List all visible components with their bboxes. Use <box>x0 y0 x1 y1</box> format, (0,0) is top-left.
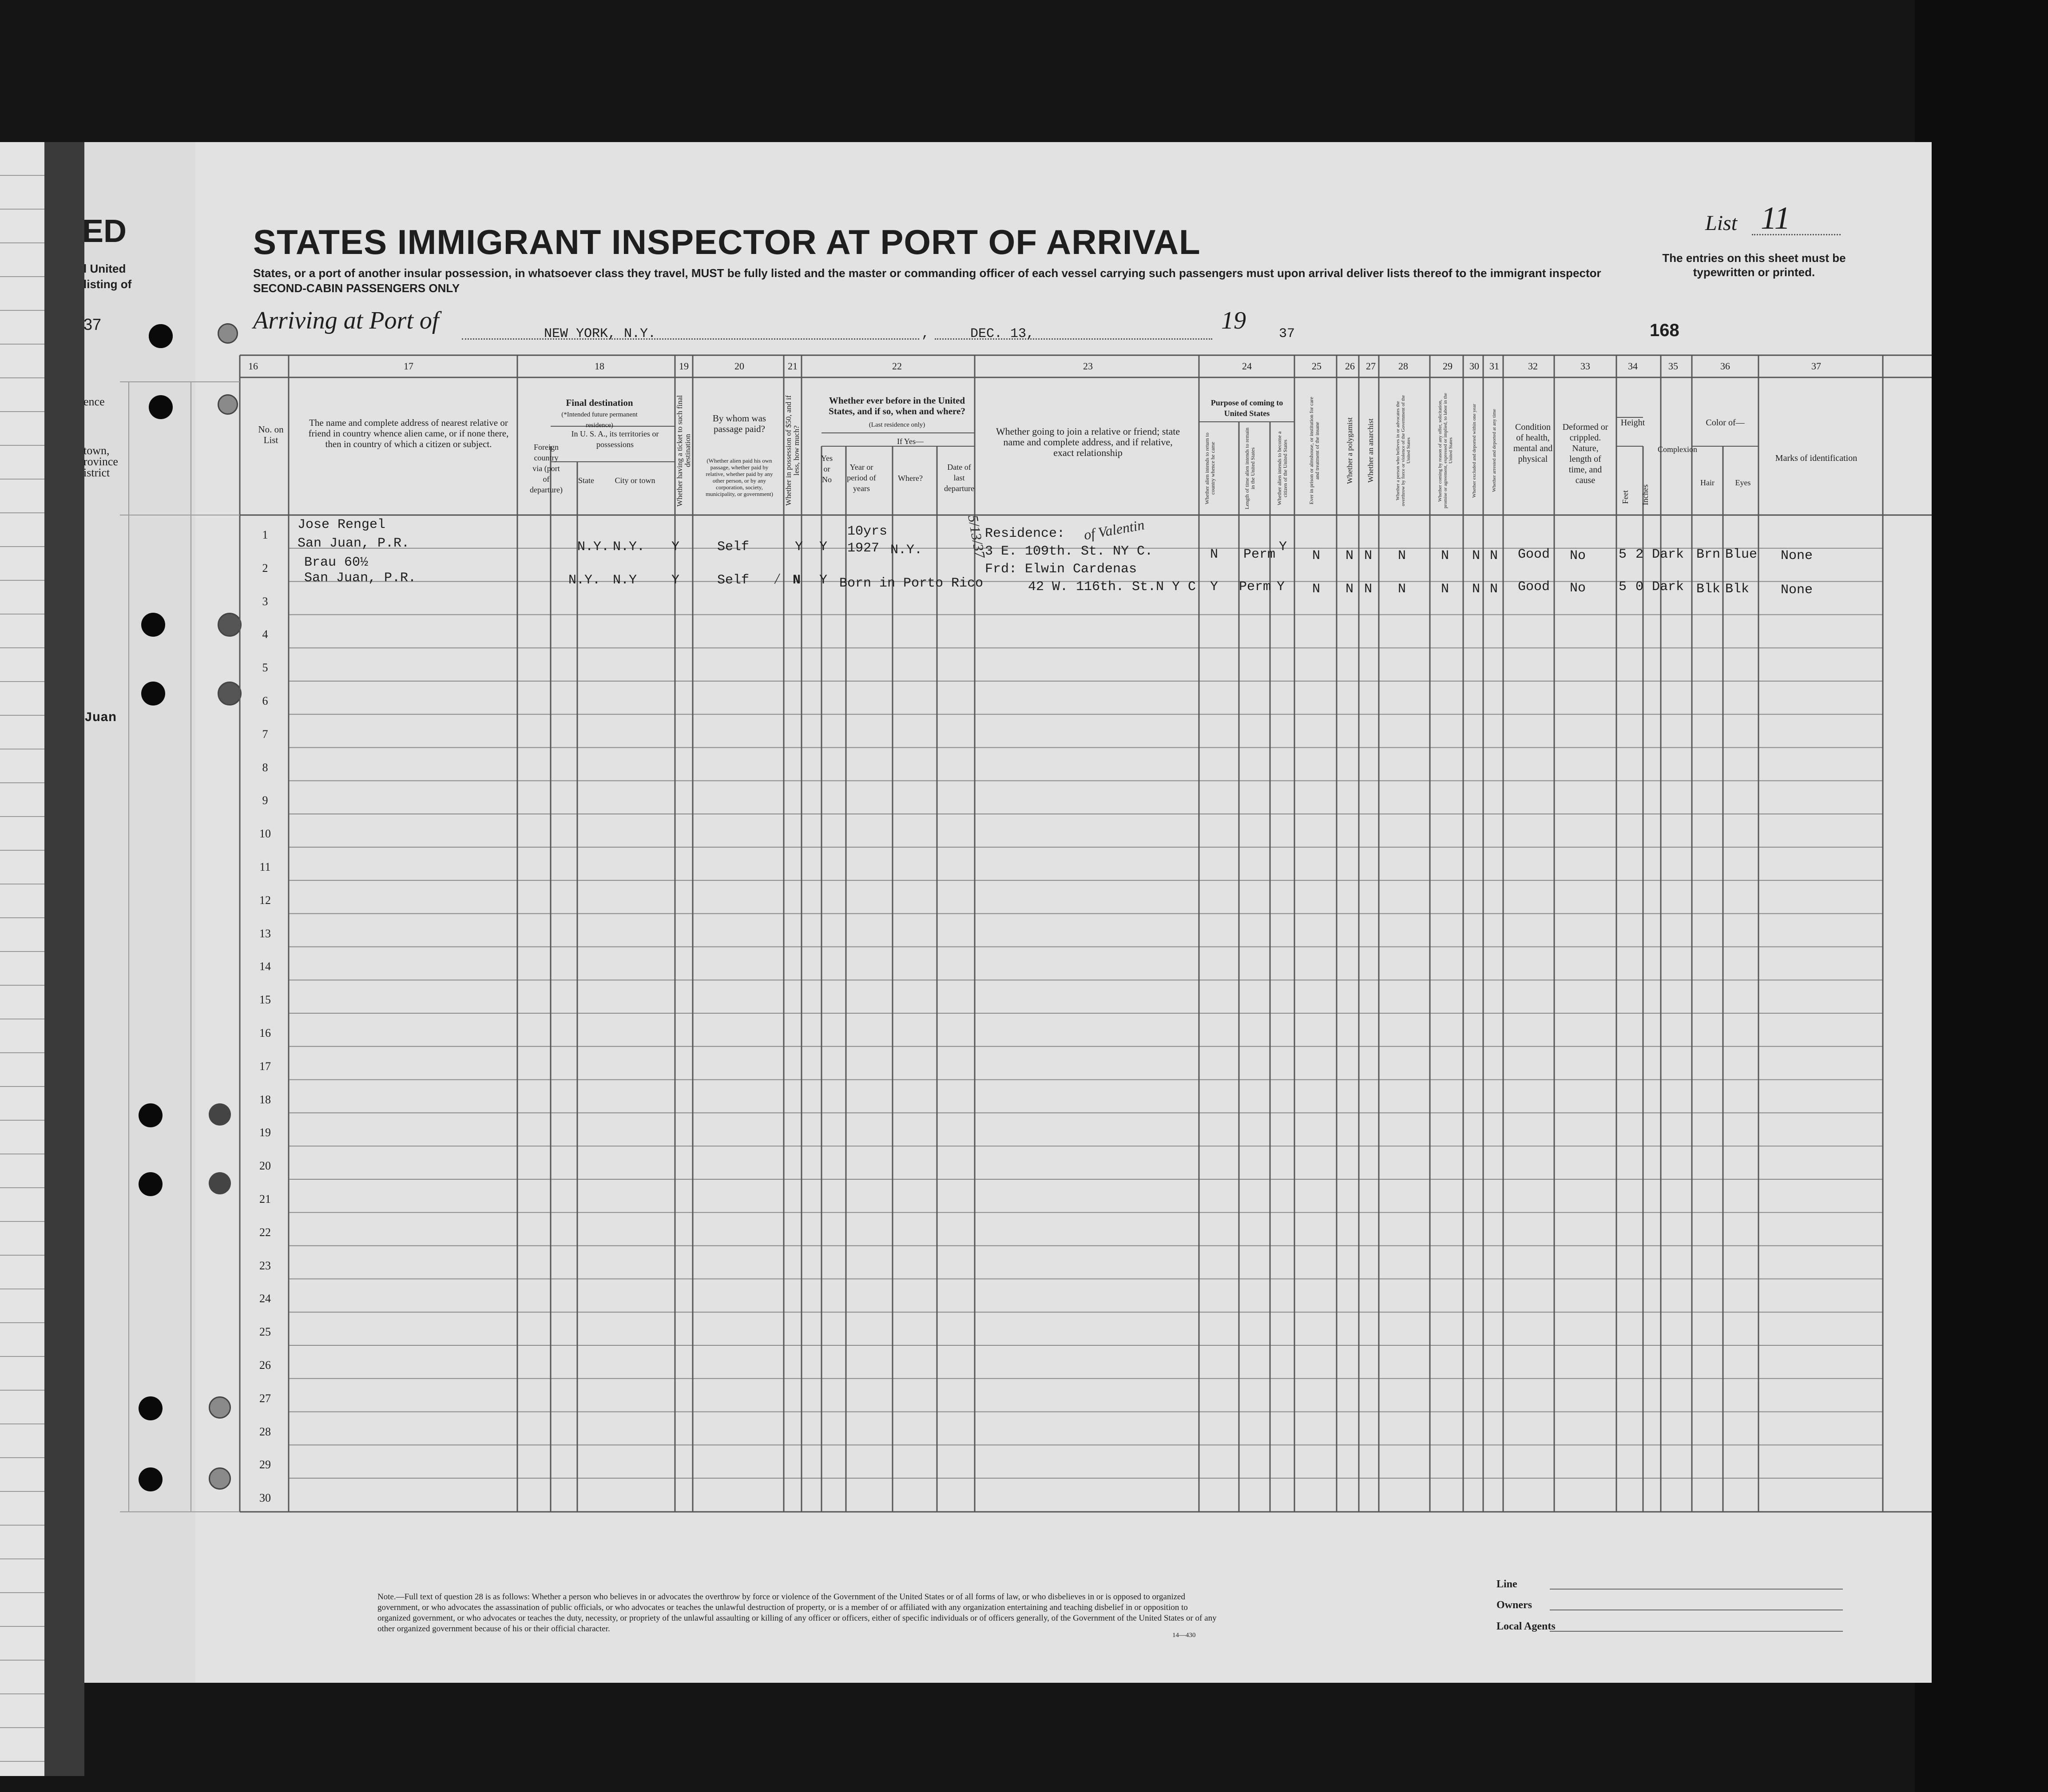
column-number: 24 <box>1242 361 1252 372</box>
entry1-c31: N <box>1490 548 1498 563</box>
entry2-city: N.Y <box>613 573 637 588</box>
footer-note: Note.—Full text of question 28 is as follows: Whether a person who believes in or advocates the overthrow by force or violence of the Government of the United States or of all forms of law, or who disbelieves in or is opposed to organized government, or who advocates the assassination of public officials, or who advocates or teaches the unlawful destruction of property, or is a member of or affiliated with any organization entertaining and teaching disbelief in or opposition to organized government, or who advocates or teaches the duty, necessity, or propriety of the unlawful assaulting or killing of any officer or officers, either of specific individuals or of officers generally, of the Government of the United States or of any other organized government because of his or their official character. <box>377 1592 1217 1633</box>
header-c18-title: Final destination <box>566 397 633 408</box>
header-c26: Whether a polygamist <box>1345 417 1354 484</box>
year-prefix: 19 <box>1221 307 1246 334</box>
header-c22-ifyes: If Yes— <box>897 437 924 446</box>
list-dotted-line <box>1752 234 1841 235</box>
header-c18-sub: (*Intended future permanent residence) <box>561 411 638 429</box>
entry1-eyes: Blue <box>1725 547 1758 562</box>
header-c37: Marks of identification <box>1775 453 1857 463</box>
header-c22-yesno: Yes or No <box>821 454 833 484</box>
row-number: 1 <box>262 528 268 541</box>
binding-hole-dark <box>139 1467 163 1491</box>
left-stub <box>84 142 195 1683</box>
binding-hole-faint <box>218 394 238 415</box>
header-c22-where: Where? <box>898 474 923 483</box>
entry1-c25: N <box>1312 548 1321 563</box>
entry2-relative-name: Brau 60½ <box>304 555 369 570</box>
entry1-relative-name: Jose Rengel <box>298 517 386 532</box>
row-number: 25 <box>259 1325 271 1339</box>
binding-hole-dark <box>139 1172 163 1196</box>
column-number: 21 <box>788 361 798 372</box>
entry2-deformed: No <box>1570 581 1586 596</box>
header-c22-year: Year or period of years <box>847 463 876 493</box>
header-c18-state: State <box>578 476 594 485</box>
list-label: List <box>1705 211 1738 235</box>
column-number: 16 <box>248 361 258 372</box>
row-number: 8 <box>262 761 268 774</box>
subtitle-line2: SECOND-CABIN PASSENGERS ONLY <box>253 281 460 295</box>
entry2-inches: 0 <box>1635 579 1644 595</box>
column-number: 34 <box>1628 361 1638 372</box>
row-number: 10 <box>259 827 271 840</box>
header-c34-feet: Feet <box>1621 490 1630 504</box>
entry1-c26: N <box>1345 548 1354 563</box>
binding-hole-faint <box>209 1467 231 1490</box>
row-number: 3 <box>262 595 268 608</box>
row-number: 29 <box>259 1458 271 1471</box>
column-number: 33 <box>1580 361 1590 372</box>
stub-juan: Juan <box>84 710 117 726</box>
row-number: 15 <box>259 993 271 1007</box>
row-number: 4 <box>262 628 268 641</box>
entry1-marks: None <box>1781 548 1813 563</box>
column-number: 36 <box>1720 361 1730 372</box>
entry1-c30: N <box>1472 548 1480 563</box>
column-number: 26 <box>1345 361 1355 372</box>
header-c24-c: Whether alien intends to become a citizen of the United States <box>1276 431 1288 506</box>
header-c19: Whether having a ticket to such final destination <box>675 395 692 507</box>
binding-hole-faint <box>218 613 242 637</box>
entry1-purpose-return: N <box>1210 547 1218 562</box>
book-gutter <box>44 142 84 1776</box>
header-c34-title: Height <box>1620 418 1645 428</box>
binding-hole-dark <box>141 682 165 706</box>
left-page-fragment <box>0 142 44 1776</box>
entry2-c29: N <box>1441 582 1449 597</box>
entry1-relative-address: San Juan, P.R. <box>298 536 410 551</box>
entry2-relative-address: San Juan, P.R. <box>304 571 417 586</box>
footer-line-rule <box>1550 1589 1843 1590</box>
row-number: 28 <box>259 1425 271 1438</box>
column-number: 32 <box>1528 361 1538 372</box>
column-number: 17 <box>404 361 413 372</box>
entry2-c25: N <box>1312 582 1321 597</box>
page-subtitle <box>253 266 1630 296</box>
entry1-feet: 5 <box>1619 547 1627 562</box>
column-number: 18 <box>595 361 604 372</box>
row-number: 16 <box>259 1027 271 1039</box>
binding-hole-dark <box>149 324 173 348</box>
stub-fragment-year: 37 <box>83 315 102 333</box>
entry1-c28: N <box>1398 548 1406 563</box>
header-c20-note: (Whether alien paid his own passage, whether paid by relative, whether paid by any other person, or by any corporation, society, municipality, or government) <box>706 457 773 497</box>
column-number: 28 <box>1398 361 1408 372</box>
entry2-eyes: Blk <box>1725 582 1750 597</box>
header-c36-eyes: Eyes <box>1735 478 1751 487</box>
stub-col-fragment1: ence <box>83 395 105 408</box>
year-suffix: 37 <box>1279 326 1295 341</box>
row-number: 26 <box>259 1359 271 1372</box>
stamp-number: 168 <box>1650 321 1679 340</box>
entry2-join-line1: Frd: Elwin Cardenas <box>985 562 1137 577</box>
header-c24-b: Length of time alien intends to remain in the United States <box>1244 428 1256 509</box>
entry2-marks: None <box>1781 583 1813 598</box>
entry2-purpose-return: Y <box>1210 579 1218 595</box>
entry2-hair: Blk <box>1696 582 1721 597</box>
row-number: 11 <box>259 860 271 873</box>
column-number: 20 <box>734 361 744 372</box>
header-c18-usa: In U. S. A., its territories or possessions <box>571 429 659 449</box>
stub-fragment-line1: l United <box>83 262 126 275</box>
header-c31: Whether arrested and deported at any time <box>1492 409 1497 492</box>
header-c36-title: Color of— <box>1706 418 1745 428</box>
header-c24-title: Purpose of coming to United States <box>1211 398 1283 418</box>
entry2-c31: N <box>1490 582 1498 597</box>
header-c36-hair: Hair <box>1700 478 1715 487</box>
arrival-port: NEW YORK, N.Y. <box>544 326 656 341</box>
entry2-purpose-length: Perm <box>1239 579 1271 595</box>
entry1-join-line2: 3 E. 109th. St. NY C. <box>985 544 1153 559</box>
column-number: 35 <box>1668 361 1678 372</box>
port-dotted-line <box>462 338 919 340</box>
entry1-money: Y <box>795 539 803 555</box>
page-title: STATES IMMIGRANT INSPECTOR AT PORT OF ARRIVAL <box>253 222 1201 262</box>
column-number: 27 <box>1366 361 1376 372</box>
entry2-c26: N <box>1345 582 1354 597</box>
header-c24-a: Whether alien intends to return to country whence he came <box>1204 432 1216 504</box>
arriving-label: Arriving at Port of <box>253 307 439 334</box>
header-c34-inches: Inches <box>1641 484 1650 506</box>
binding-hole-dark <box>141 613 165 637</box>
entry1-city: N.Y. <box>613 539 645 555</box>
stub-col-fragment4: istrict <box>83 466 110 479</box>
row-number: 30 <box>259 1491 271 1505</box>
entry2-complexion: Dark <box>1652 579 1684 595</box>
header-c16: No. on List <box>258 424 284 445</box>
row-number: 13 <box>259 927 271 940</box>
sheet-note: The entries on this sheet must be typewritten or printed. <box>1662 251 1846 279</box>
form-number: 14—430 <box>1172 1632 1196 1639</box>
entry1-before-year: 1927 <box>847 541 880 556</box>
entry2-money: / <box>775 571 779 587</box>
header-c22-date: Date of last departure <box>944 463 974 493</box>
entry1-deformed: No <box>1570 548 1586 563</box>
footer-agents-rule <box>1550 1631 1843 1632</box>
entry1-before-where: N.Y. <box>890 543 923 558</box>
column-number: 23 <box>1083 361 1093 372</box>
entry2-money-mark: N <box>793 573 801 588</box>
row-number: 6 <box>262 694 268 707</box>
entry1-c29: N <box>1441 548 1449 563</box>
binding-hole-faint <box>209 1396 231 1419</box>
header-c27: Whether an anarchist <box>1366 418 1375 483</box>
header-c21: Whether in possession of $50, and if less, how much? <box>784 395 801 506</box>
header-c20-title: By whom was passage paid? <box>712 413 766 434</box>
binding-hole-faint <box>218 323 238 344</box>
entry1-before-yes: Y <box>819 539 828 555</box>
row-number: 14 <box>259 960 271 973</box>
binding-hole-dark <box>209 1172 231 1194</box>
column-number: 29 <box>1443 361 1453 372</box>
row-number: 22 <box>259 1225 271 1239</box>
row-number: 17 <box>259 1059 271 1073</box>
entry2-before-born: Born in Porto Rico <box>839 576 984 591</box>
entry1-date-last: 5/13/37 <box>965 514 988 559</box>
subtitle-line1: States, or a port of another insular possession, in whatsoever class they travel, MUST be fully listed and the master or commanding officer of each vessel carrying such passengers must upon arrival deliver lists thereof to the immigrant inspector <box>253 266 1601 280</box>
entry1-purpose-citizen: Y <box>1279 539 1287 555</box>
entry2-purpose-citizen: Y <box>1277 579 1285 595</box>
column-number: 19 <box>679 361 689 372</box>
footer-line-label: Line <box>1496 1578 1517 1590</box>
entry1-purpose-length: Perm <box>1243 547 1276 562</box>
entry1-hair: Brn <box>1696 547 1721 562</box>
header-c25: Ever in prison or almshouse, or institution for care and treatment of the insane <box>1308 396 1320 505</box>
entry2-feet: 5 <box>1619 579 1627 595</box>
row-number: 21 <box>259 1193 271 1205</box>
entry2-join-line2: 42 W. 116th. St.N Y C <box>1028 579 1196 595</box>
right-background <box>1915 0 2048 1792</box>
entry1-health: Good <box>1518 547 1550 562</box>
manifest-page <box>84 142 1932 1683</box>
entry2-paid-by: Self <box>717 573 750 588</box>
comma: , <box>921 326 930 341</box>
stub-col-fragment3: rovince <box>83 455 118 468</box>
entry1-inches: 2 <box>1635 547 1644 562</box>
footer-agents-label: Local Agents <box>1496 1621 1556 1632</box>
header-c18-foreign: Foreign country via (port of departure) <box>530 443 563 494</box>
header-c23: Whether going to join a relative or friend; state name and complete address, and if relative, exact relationship <box>996 426 1180 458</box>
footer-owners-label: Owners <box>1496 1599 1532 1611</box>
entry2-health: Good <box>1518 579 1550 595</box>
arrival-date: DEC. 13, <box>970 326 1035 341</box>
column-number: 22 <box>892 361 902 372</box>
column-number: 25 <box>1312 361 1322 372</box>
list-number: 11 <box>1761 200 1790 236</box>
header-c33: Deformed or crippled. Nature, length of time, and cause <box>1562 422 1608 485</box>
row-number: 23 <box>259 1259 271 1272</box>
row-number: 7 <box>262 727 268 741</box>
header-c35: Complexion <box>1658 445 1697 454</box>
header-c28: Whether a person who believes in or advocates the overthrow by force or violence of the Government of the United States <box>1395 395 1411 507</box>
entry1-paid-by: Self <box>717 539 750 555</box>
column-number: 37 <box>1811 361 1821 372</box>
header-c29: Whether coming by reason of any offer, solicitation, promise or agreement, expressed or implied, to labor in the United States <box>1437 393 1453 508</box>
stub-title-fragment: ED <box>82 214 127 249</box>
entry1-c27: N <box>1364 548 1373 563</box>
entry1-join-hand: of Valentin <box>1082 516 1146 543</box>
entry2-c27: N <box>1364 582 1373 597</box>
entry1-join-line1: Residence: <box>985 526 1065 541</box>
row-number: 18 <box>259 1093 271 1106</box>
header-c22-title: Whether ever before in the United States, and if so, when and where? <box>829 395 965 416</box>
entry2-state: N.Y. <box>568 573 601 588</box>
column-number: 31 <box>1489 361 1499 372</box>
entry1-before-years: 10yrs <box>847 524 888 539</box>
row-number: 19 <box>259 1126 271 1139</box>
entry1-state: N.Y. <box>577 539 610 555</box>
header-c32: Condition of health, mental and physical <box>1513 422 1553 464</box>
row-number: 12 <box>259 893 271 907</box>
header-c18-city: City or town <box>615 476 655 485</box>
binding-hole-dark <box>149 395 173 419</box>
entry1-complexion: Dark <box>1652 547 1684 562</box>
header-c22-sub: (Last residence only) <box>869 421 925 428</box>
row-number: 5 <box>262 661 268 674</box>
stub-col-fragment2: town, <box>83 444 110 457</box>
stub-fragment-line2: listing of <box>83 278 132 291</box>
header-c30: Whether excluded and deported within one year <box>1472 404 1477 498</box>
row-number: 2 <box>262 561 268 575</box>
binding-hole-dark <box>139 1396 163 1420</box>
binding-hole-dark <box>139 1103 163 1127</box>
row-number: 24 <box>259 1292 271 1305</box>
entry2-ticket: Y <box>671 573 680 588</box>
entry1-ticket: Y <box>671 539 680 555</box>
row-number: 9 <box>262 794 268 807</box>
binding-hole-faint <box>218 682 242 706</box>
column-number: 30 <box>1469 361 1479 372</box>
row-number: 20 <box>259 1159 271 1173</box>
binding-hole-dark <box>209 1103 231 1126</box>
row-number: 27 <box>259 1392 271 1405</box>
entry2-c30: N <box>1472 582 1480 597</box>
entry2-c28: N <box>1398 582 1406 597</box>
header-c17: The name and complete address of nearest relative or friend in country whence alien came, or if none there, then in country of which a citizen or subject. <box>308 417 509 449</box>
left-page-ruling <box>0 142 44 1776</box>
entry2-before-yes: Y <box>819 573 828 588</box>
